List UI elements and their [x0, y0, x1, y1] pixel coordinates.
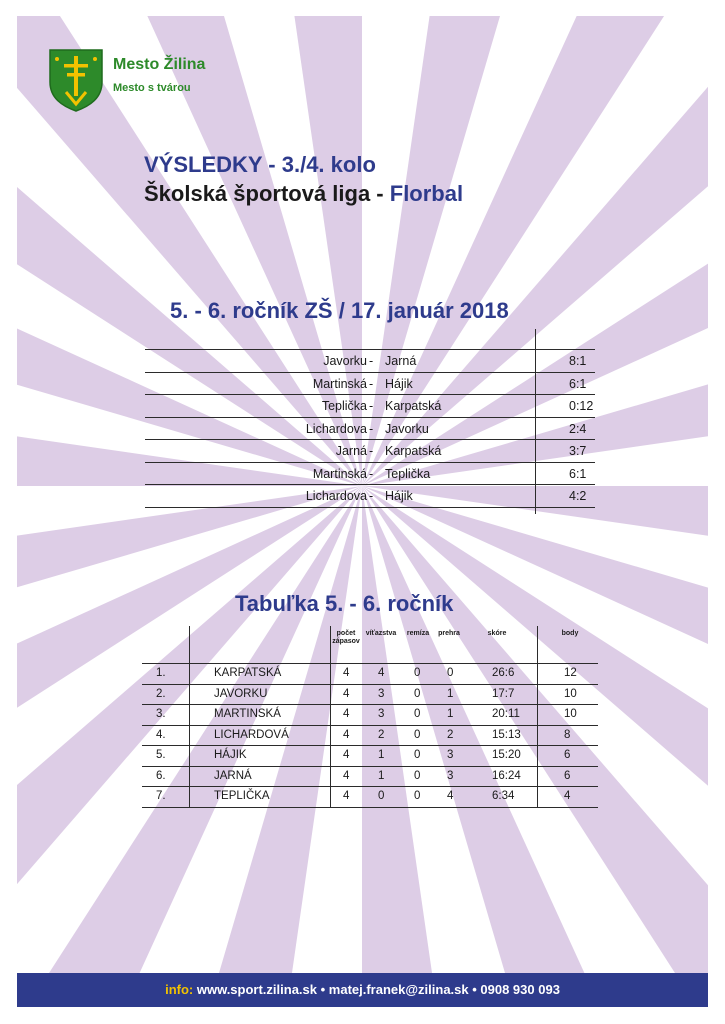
- city-motto: Mesto s tvárou: [113, 82, 191, 94]
- standings-row: [142, 726, 598, 747]
- points: 4: [564, 790, 571, 802]
- standings-table: [142, 626, 598, 808]
- match-separator: -: [369, 466, 374, 481]
- away-team: Karpatská: [385, 444, 442, 458]
- league-name: Školská športová liga -: [144, 181, 390, 206]
- played: 4: [343, 769, 350, 782]
- score: 26:6: [492, 667, 515, 679]
- draws: 0: [414, 667, 421, 679]
- played: 4: [343, 790, 350, 802]
- wins: 0: [378, 790, 385, 802]
- home-team: Lichardova: [305, 489, 367, 503]
- away-team: Teplička: [385, 466, 431, 481]
- points: 8: [564, 728, 571, 741]
- standings-title: Tabuľka 5. - 6. ročník: [235, 591, 454, 616]
- home-team: Jarná: [335, 444, 367, 458]
- team-name: MARTINSKÁ: [214, 708, 281, 720]
- home-team: Teplička: [321, 399, 367, 413]
- city-name: Mesto Žilina: [113, 56, 206, 73]
- standings-header-row: [142, 644, 598, 664]
- standings-row: [142, 767, 598, 788]
- standings-row: [142, 705, 598, 726]
- rank: 4.: [156, 728, 166, 741]
- city-coat-of-arms-icon: [46, 48, 106, 112]
- team-name: KARPATSKÁ: [214, 667, 282, 679]
- played: 4: [343, 728, 350, 741]
- played: 4: [343, 708, 350, 720]
- page-title: VÝSLEDKY - 3./4. kolo: [144, 152, 376, 177]
- match-row: [145, 463, 595, 486]
- wins: 1: [378, 749, 385, 761]
- match-separator: -: [369, 421, 374, 436]
- losses: 3: [447, 769, 454, 782]
- rank: 5.: [156, 749, 166, 761]
- played: 4: [343, 687, 350, 700]
- points: 6: [564, 749, 571, 761]
- header-score: skóre: [487, 630, 507, 637]
- home-team: Martinská: [312, 376, 367, 391]
- score: 6:34: [492, 790, 515, 802]
- match-separator: -: [369, 489, 374, 503]
- header-losses: prehra: [438, 630, 460, 637]
- header-played: počet zápasov: [332, 630, 360, 645]
- match-score: 8:1: [569, 354, 587, 368]
- home-team: Lichardova: [305, 421, 367, 436]
- match-separator: -: [369, 399, 374, 413]
- standings-row: [142, 685, 598, 706]
- footer-contact-bar: [17, 973, 708, 1007]
- header-wins: víťazstva: [365, 630, 397, 637]
- draws: 0: [414, 769, 421, 782]
- match-score: 0:12: [569, 399, 594, 413]
- match-score: 2:4: [569, 421, 587, 436]
- score: 16:24: [492, 769, 521, 782]
- wins: 2: [378, 728, 385, 741]
- away-team: Hájik: [385, 376, 413, 391]
- results-table: [145, 349, 595, 508]
- draws: 0: [414, 708, 421, 720]
- standings-row: [142, 787, 598, 808]
- losses: 1: [447, 687, 454, 700]
- draws: 0: [414, 790, 421, 802]
- draws: 0: [414, 687, 421, 700]
- team-name: LICHARDOVÁ: [214, 728, 289, 741]
- match-score: 3:7: [569, 444, 587, 458]
- wins: 3: [378, 708, 385, 720]
- team-name: JAVORKU: [214, 687, 268, 700]
- wins: 4: [378, 667, 385, 679]
- wins: 3: [378, 687, 385, 700]
- points: 6: [564, 769, 571, 782]
- losses: 3: [447, 749, 454, 761]
- away-team: Jarná: [385, 354, 417, 368]
- footer-contact: www.sport.zilina.sk • matej.franek@zilina.sk • 0908 930 093: [193, 982, 560, 997]
- match-score: 6:1: [569, 466, 587, 481]
- match-separator: -: [369, 444, 374, 458]
- rank: 6.: [156, 769, 166, 782]
- losses: 1: [447, 708, 454, 720]
- match-row: [145, 373, 595, 396]
- played: 4: [343, 749, 350, 761]
- away-team: Karpatská: [385, 399, 442, 413]
- team-name: HÁJIK: [214, 749, 247, 761]
- standings-row: [142, 664, 598, 685]
- home-team: Martinská: [312, 466, 367, 481]
- header-points: body: [561, 630, 579, 637]
- losses: 2: [447, 728, 454, 741]
- footer-label: info:: [165, 982, 194, 997]
- header-draws: remíza: [406, 630, 430, 637]
- played: 4: [343, 667, 350, 679]
- match-row: [145, 440, 595, 463]
- page-subtitle: [144, 181, 463, 207]
- score: 17:7: [492, 687, 515, 700]
- draws: 0: [414, 749, 421, 761]
- match-row: [145, 485, 595, 508]
- match-separator: -: [369, 376, 374, 391]
- rank: 3.: [156, 708, 166, 720]
- match-score: 4:2: [569, 489, 587, 503]
- rank: 7.: [156, 790, 166, 802]
- score: 15:13: [492, 728, 521, 741]
- team-name: JARNÁ: [214, 769, 252, 782]
- points: 10: [564, 687, 577, 700]
- home-team: Javorku: [323, 354, 367, 368]
- match-score: 6:1: [569, 376, 587, 391]
- points: 12: [564, 667, 577, 679]
- score: 15:20: [492, 749, 521, 761]
- losses: 0: [447, 667, 454, 679]
- losses: 4: [447, 790, 454, 802]
- match-row: [145, 418, 595, 441]
- away-team: Hájik: [385, 489, 413, 503]
- away-team: Javorku: [385, 421, 429, 436]
- points: 10: [564, 708, 577, 720]
- match-row: [145, 350, 595, 373]
- match-row: [145, 395, 595, 418]
- draws: 0: [414, 728, 421, 741]
- rank: 1.: [156, 667, 166, 679]
- rank: 2.: [156, 687, 166, 700]
- results-title: 5. - 6. ročník ZŠ / 17. január 2018: [170, 298, 509, 323]
- score: 20:11: [492, 708, 520, 720]
- match-separator: -: [369, 354, 374, 368]
- team-name: TEPLIČKA: [214, 790, 270, 802]
- sport-name: Florbal: [389, 181, 464, 206]
- wins: 1: [378, 769, 385, 782]
- poster: [17, 16, 708, 973]
- standings-row: [142, 746, 598, 767]
